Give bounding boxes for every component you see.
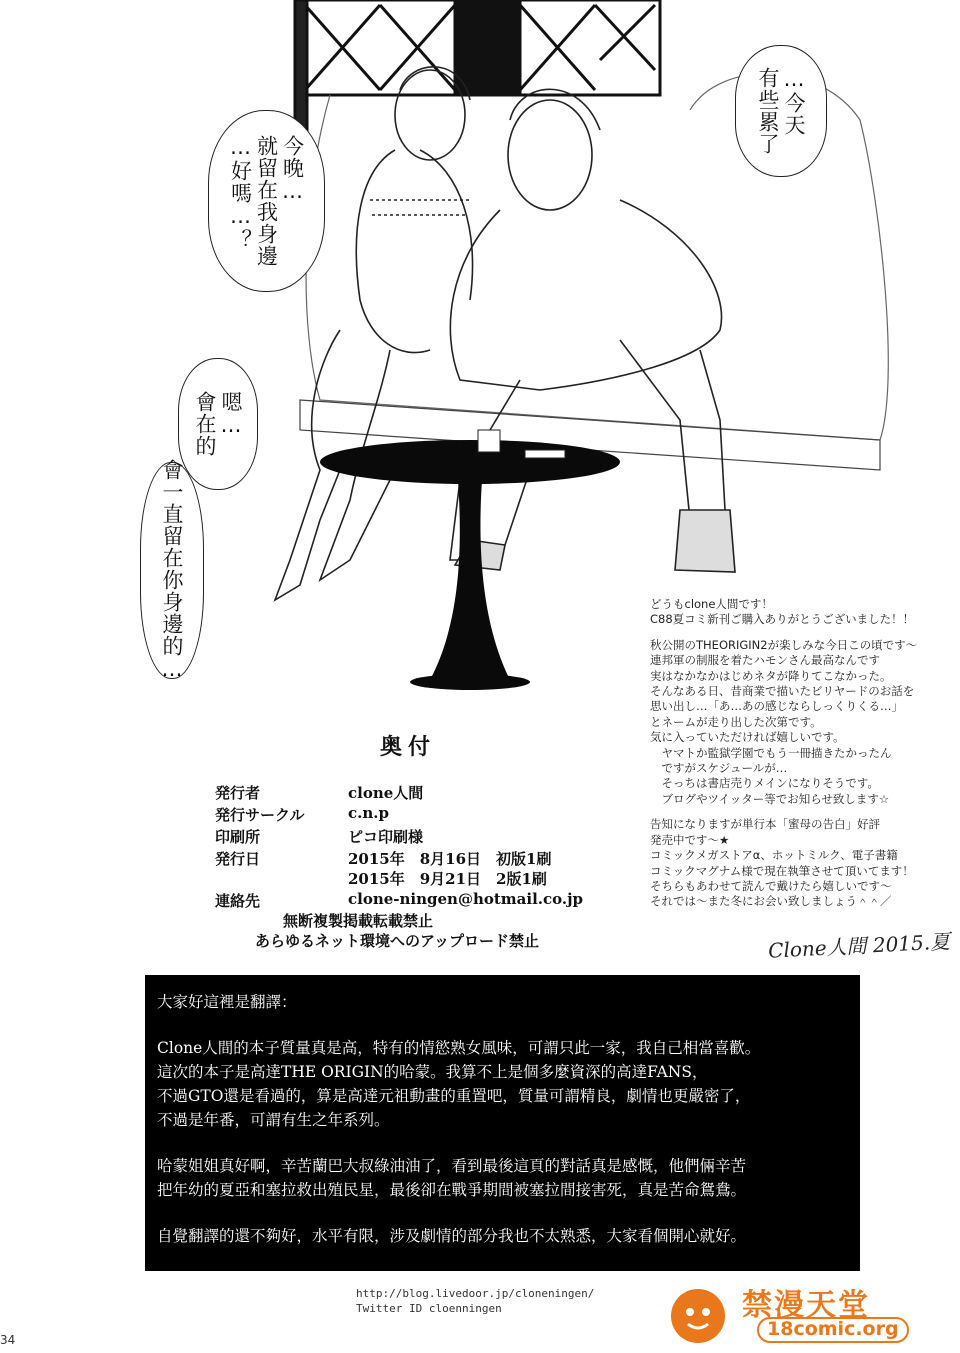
- notice-no-copy: 無断複製掲載転載禁止: [283, 912, 434, 930]
- afterword-line: ですがスケジュールが…: [650, 761, 788, 776]
- colophon-label: 発行者: [215, 784, 261, 802]
- colophon-label: 発行サークル: [215, 806, 305, 824]
- speech-text-man: …今天 有些累了: [756, 67, 806, 155]
- afterword-line: 発売中です～★: [650, 832, 730, 847]
- twitter-id: Twitter ID cloenningen: [356, 1302, 502, 1315]
- speech-text-woman: 今晚… 就留在我身邊 …好嗎…？: [228, 135, 305, 267]
- afterword-line: 気に入っていただければ嬉しいです。: [650, 730, 845, 745]
- table: [320, 430, 620, 690]
- window-frame: [295, 0, 660, 180]
- afterword-line: C88夏コミ新刊ご購入ありがとうございました！！: [650, 612, 915, 627]
- afterword: [650, 597, 950, 910]
- afterword-line: そんなある日、昔商業で描いたビリヤードのお話を: [650, 684, 915, 699]
- afterword-line: 告知になりますが単行本「蜜母の告白」好評: [650, 817, 880, 832]
- afterword-line: そっちは書店売りメインになりそうです。: [650, 776, 879, 791]
- colophon-value: 2015年 8月16日 初版1刷: [348, 850, 552, 868]
- watermark-mascot-icon: [671, 1289, 725, 1343]
- translator-line: 這次的本子是高達THE ORIGIN的哈蒙。我算不上是個多麼資深的高達FANS，: [157, 1063, 708, 1081]
- afterword-line: そちらもあわせて読んで戴けたら嬉しいです～: [650, 878, 892, 893]
- notice-no-upload: あらゆるネット環境へのアップロード禁止: [255, 932, 539, 950]
- watermark-domain: 18comic.org: [767, 1318, 899, 1340]
- afterword-line: コミックメガストアα、ホットミルク、電子書籍: [650, 848, 898, 863]
- afterword-line: どうもclone人間です！: [650, 597, 773, 611]
- translator-line: 不過GTO還是看過的，算是高達元祖動畫的重置吧，質量可謂精良，劇情也更嚴密了，: [157, 1087, 751, 1105]
- afterword-line: 実はなかなかはじめネタが降りてこなかった。: [650, 668, 892, 683]
- blog-url: http://blog.livedoor.jp/cloneningen/: [356, 1287, 595, 1300]
- speech-bubble-man: [735, 45, 827, 177]
- colophon-value: ピコ印刷様: [348, 828, 424, 846]
- translator-greeting: 大家好這裡是翻譯：: [157, 993, 297, 1011]
- colophon-label: 発行日: [215, 850, 261, 868]
- speech-text-reply1: 嗯… 會在的: [193, 391, 243, 457]
- colophon-label: 連絡先: [215, 892, 261, 910]
- colophon-value: clone-ningen@hotmail.co.jp: [348, 890, 584, 908]
- afterword-line: 秋公開のTHEORIGIN2が楽しみな今日この頃です～: [650, 637, 918, 652]
- translator-line: Clone人間的本子質量真是高，特有的情慾熟女風味，可謂只此一家，我自己相當喜歡。: [157, 1039, 761, 1057]
- speech-bubble-woman: [208, 110, 325, 292]
- afterword-line: ブログやツイッター等でお知らせ致します☆: [650, 791, 890, 806]
- afterword-line: それでは～また冬にお会い致しましょう＾＾／: [650, 894, 892, 909]
- translator-line: 哈蒙姐姐真好啊，辛苦蘭巴大叔綠油油了，看到最後這頁的對話真是感慨，他們倆辛苦: [157, 1157, 747, 1175]
- colophon-value: 2015年 9月21日 2版1刷: [348, 870, 547, 888]
- translator-line: 不過是年番，可謂有生之年系列。: [157, 1111, 390, 1129]
- colophon-title: 奥付: [380, 734, 437, 760]
- speech-text-reply2: 會一直留在你身邊的…: [160, 459, 184, 682]
- translator-line: 把年幼的夏亞和塞拉救出殖民星，最後卻在戰爭期間被塞拉間接害死，真是苦命鴛鴦。: [157, 1181, 747, 1199]
- afterword-line: 思い出し…「あ…あの感じならしっくりくる…」: [650, 699, 903, 714]
- colophon-value: clone人間: [348, 784, 424, 802]
- translator-line: 自覺翻譯的還不夠好，水平有限，涉及劇情的部分我也不太熟悉，大家看個開心就好。: [157, 1227, 747, 1245]
- translator-note: [145, 975, 860, 1271]
- colophon-value: c.n.p: [348, 804, 389, 822]
- afterword-line: とネームが走り出した次第です。: [650, 714, 822, 729]
- page-number: 34: [0, 1333, 16, 1347]
- speech-bubble-reply1: [178, 358, 258, 490]
- man-figure: [450, 89, 735, 572]
- watermark-title: 禁漫天堂: [742, 1288, 870, 1323]
- afterword-line: コミックマグナム様で現在執筆させて頂いてます！: [650, 863, 914, 878]
- colophon-label: 印刷所: [215, 828, 261, 846]
- afterword-line: ヤマトか監獄学園でもう一冊描きたかったん: [650, 745, 892, 760]
- afterword-line: 連邦軍の制服を着たハモンさん最高なんです: [650, 653, 880, 668]
- signature: Clone人間 2015.夏: [767, 929, 951, 963]
- speech-bubble-reply2: [140, 459, 204, 682]
